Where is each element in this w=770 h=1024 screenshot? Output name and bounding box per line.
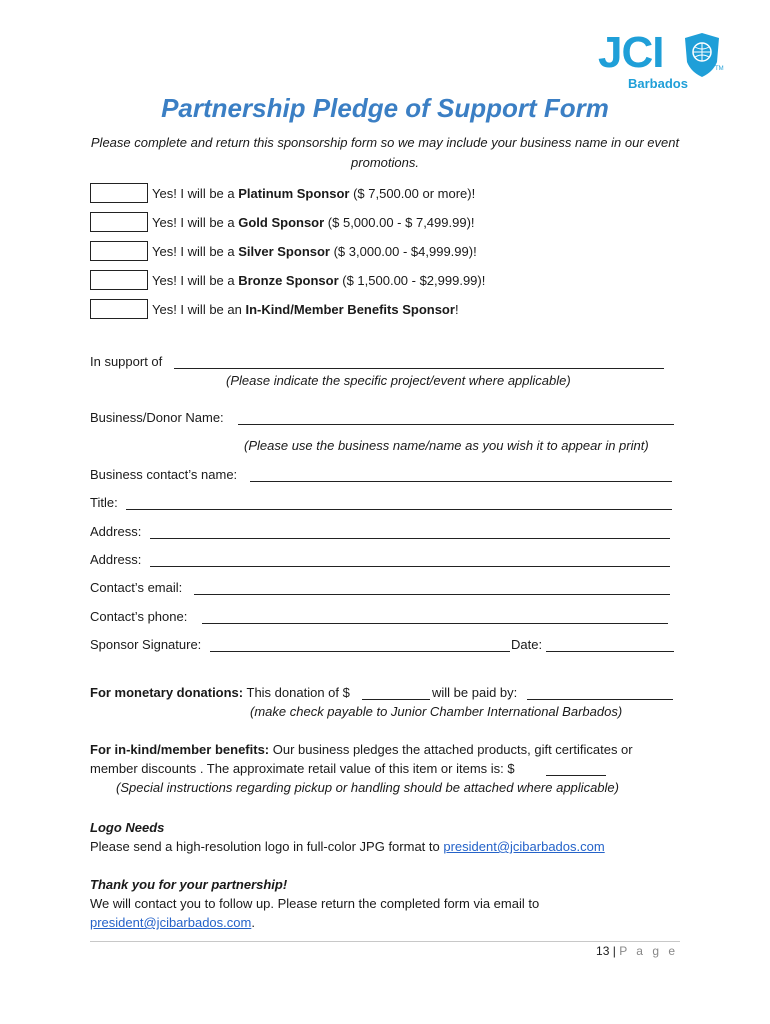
page-number: 13 <box>596 944 610 958</box>
monetary-label: For monetary donations: <box>90 685 244 700</box>
email-label: Contact’s email: <box>90 580 183 595</box>
date-label: Date: <box>511 637 543 652</box>
checkbox-platinum[interactable] <box>90 183 148 203</box>
contact-name-input[interactable] <box>250 481 672 482</box>
signature-input[interactable] <box>210 651 510 652</box>
date-input[interactable] <box>546 651 674 652</box>
page-label: P a g e <box>619 944 678 958</box>
checkbox-gold[interactable] <box>90 212 148 232</box>
business-name-input[interactable] <box>238 424 674 425</box>
checkbox-bronze[interactable] <box>90 270 148 290</box>
address1-input[interactable] <box>150 538 670 539</box>
monetary-paid-by: will be paid by: <box>432 685 518 700</box>
address2-input[interactable] <box>150 566 670 567</box>
phone-label: Contact’s phone: <box>90 609 188 624</box>
support-input[interactable] <box>174 368 664 369</box>
option-label: Yes! I will be a Gold Sponsor ($ 5,000.00 - $ 7,499.99)! <box>152 215 475 230</box>
president-email-link[interactable]: president@jcibarbados.com <box>443 839 605 854</box>
title-label: Title: <box>90 495 118 510</box>
logo-wordmark: JCI <box>598 28 664 77</box>
option-label: Yes! I will be a Bronze Sponsor ($ 1,500.00 - $2,999.99)! <box>152 273 486 288</box>
contact-name-label: Business contact’s name: <box>90 467 238 482</box>
checkbox-silver[interactable] <box>90 241 148 261</box>
signature-label: Sponsor Signature: <box>90 637 202 652</box>
intro-text: Please complete and return this sponsorship form so we may include your business name in our event promotions. <box>90 135 680 170</box>
email-input[interactable] <box>194 594 670 595</box>
title-input[interactable] <box>126 509 672 510</box>
option-label: Yes! I will be an In-Kind/Member Benefits Sponsor! <box>152 302 459 317</box>
option-label: Yes! I will be a Silver Sponsor ($ 3,000.00 - $4,999.99)! <box>152 244 477 259</box>
logo-needs-heading: Logo Needs <box>90 820 165 835</box>
retail-value-input[interactable] <box>546 775 606 776</box>
payment-method-input[interactable] <box>527 699 673 700</box>
logo-subtitle: Barbados <box>628 76 688 91</box>
page-title: Partnership Pledge of Support Form <box>161 93 609 123</box>
inkind-text: Our business pledges the attached products, gift certificates or <box>269 742 633 757</box>
inkind-label: For in-kind/member benefits: <box>90 742 270 757</box>
donation-amount-input[interactable] <box>362 699 430 700</box>
inkind-line <box>90 742 633 757</box>
monetary-line <box>90 685 350 700</box>
thanks-text: We will contact you to follow up. Please return the completed form via email to <box>90 896 540 911</box>
business-name-label: Business/Donor Name: <box>90 410 224 425</box>
address2-label: Address: <box>90 552 142 567</box>
support-label: In support of <box>90 354 163 369</box>
page-footer <box>560 944 678 958</box>
option-label: Yes! I will be a Platinum Sponsor ($ 7,500.00 or more)! <box>152 186 476 201</box>
monetary-text: This donation of $ <box>243 685 350 700</box>
phone-input[interactable] <box>202 623 668 624</box>
business-name-hint: (Please use the business name/name as you wish it to appear in print) <box>244 438 649 453</box>
thanks-heading: Thank you for your partnership! <box>90 877 288 892</box>
monetary-hint: (make check payable to Junior Chamber International Barbados) <box>250 704 623 719</box>
inkind-hint: (Special instructions regarding pickup or handling should be attached where applicable) <box>116 780 619 795</box>
president-email-link-2[interactable]: president@jcibarbados.com <box>90 915 252 930</box>
checkbox-inkind[interactable] <box>90 299 148 319</box>
logo-trademark: TM <box>715 66 724 72</box>
page-separator: | <box>612 944 616 958</box>
jci-logo <box>598 28 728 100</box>
address1-label: Address: <box>90 524 142 539</box>
support-hint: (Please indicate the specific project/event where applicable) <box>226 373 571 388</box>
inkind-value-line: member discounts . The approximate retail value of this item or items is: $ <box>90 761 515 776</box>
logo-needs-text: Please send a high-resolution logo in full-color JPG format to president@jcibarbados.com <box>90 839 605 854</box>
thanks-email-line: president@jcibarbados.com. <box>90 915 255 930</box>
footer-divider <box>90 941 680 942</box>
